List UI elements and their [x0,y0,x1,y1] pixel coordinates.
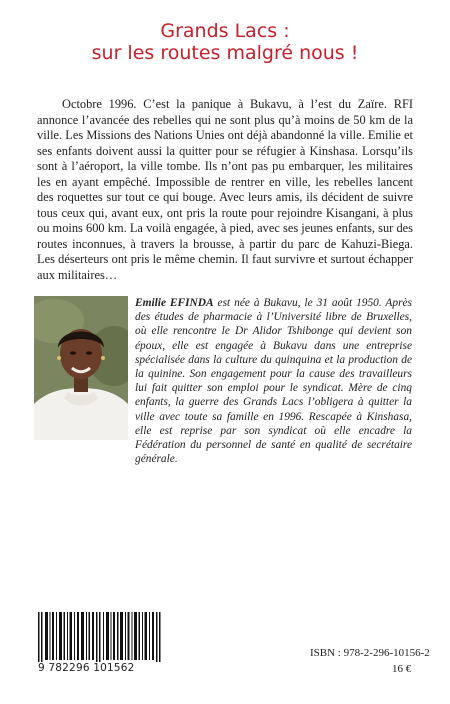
author-photo [34,296,128,440]
author-bio [135,296,412,466]
book-summary: Octobre 1996. C’est la panique à Bukavu, à l’est du Zaïre. RFI annonce l’avancée des rebelles qui ne sont plus qu’à moins de 50 km de la ville. Les Missions des Nations Unies ont déjà abandonné la ville. Emilie et ses enfants doivent aussi la quitter pour se réfugier à Kinshasa. Lorsqu’ils sont à l’aéroport, la ville tombe. Ils n’ont pas pu embarquer, les militaires les en ayant empêché. Impossible de rentrer en ville, les rebelles lancent des roquettes sur tout ce qui bouge. Avec leurs amis, ils décident de suivre tous ceux qui, avant eux, ont pris la route pour rejoindre Kisangani, à plus ou moins 600 km. La voilà engagée, à pied, avec ses jeunes enfants, sur des routes inconnues, à travers la brousse, à partir du parc de Kahuzi-Biega. Les déserteurs ont pris le même chemin. Il faut survivre et surtout échapper aux militaires… [37,97,413,282]
barcode-digits: 9 782296 101562 [38,662,162,674]
author-name: Emilie EFINDA [135,297,214,309]
book-title [0,20,450,64]
title-line-1: Grands Lacs : [160,20,290,42]
price: 16 € [392,663,412,675]
author-bio-text: est née à Bukavu, le 31 août 1950. Après des études de pharmacie à l’Université libre de Bruxelles, où elle rencontre le Dr Alidor Tshibonge qui devient son époux, elle est engagée à Bukavu dans une entreprise spécialisée dans la culture du quinquina et la production de la quinine. Son engagement pour la cause des travailleurs lui fait quitter son emploi pour le syndicat. Mère de cinq enfants, la guerre des Grands Lacs l’obligera à quitter la ville avec toute sa famille en 1996. Rescapée à Kinshasa, elle est reprise par son syndicat où elle encadre la Fédération du personnel de santé en qualité de secrétaire générale. [135,297,412,466]
isbn: ISBN : 978-2-296-10156-2 [310,647,430,659]
title-line-2: sur les routes malgré nous ! [91,42,359,64]
